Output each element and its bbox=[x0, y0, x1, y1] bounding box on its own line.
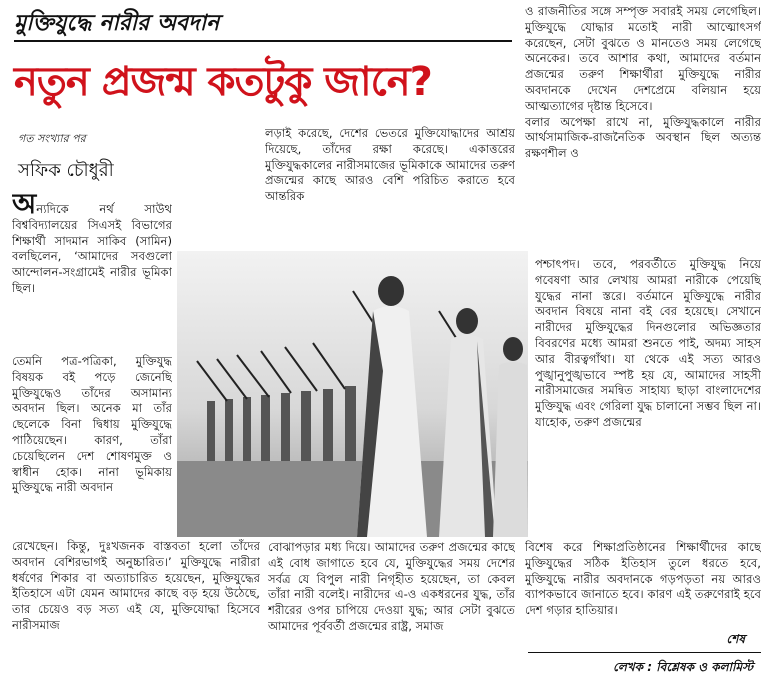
column-1-top bbox=[12, 192, 172, 352]
col3-bottom-text: বিশেষ করে শিক্ষাপ্রতিষ্ঠানের শিক্ষার্থীদের কাছে মুক্তিযুদ্ধের সঠিক ইতিহাস তুলে ধরতে হবে, মুক্তিযুদ্ধে নারীর অবদানকে গড়পড়তা নয় আরও ব্যাপকভাবে জানাতে হবে। কারণ এই তরুণেরাই হবে দেশ গড়ার হাতিয়ার। bbox=[525, 540, 761, 618]
col3-narrow-text: পশ্চাৎপদ। তবে, পরবর্তীতে মুক্তিযুদ্ধ নিয়ে গবেষণা আর লেখায় আমরা নারীকে পেয়েছি যুদ্ধের নানা স্তরে। বর্তমানে মুক্তিযুদ্ধে নারীর অবদান বিষয়ে নানা বই বের হয়েছে। সেখানে নারীদের মুক্তিযুদ্ধের দিনগুলোর অভিজ্ঞতার বিবরণের মধ্যে আমরা শুনতে পাই, অদম্য সাহস আর বীরত্বগাঁথা। যা থেকে এই সত্য আরও পুঙ্খানুপুঙ্খভাবে স্পষ্ট হয় যে, আমাদের সাহসী নারীসমাজের সমন্বিত সাহায্য ছাড়া বাংলাদেশের মুক্তিযুদ্ধ এবং গেরিলা যুদ্ধ চালানো সম্ভব ছিল না। যাহোক, তরুণ প্রজন্মের bbox=[535, 257, 761, 429]
col3-p1-text: ও রাজনীতির সঙ্গে সম্পৃক্ত সবারই সময় লেগেছিল। মুক্তিযুদ্ধে যোদ্ধার মতোই নারী আত্মোৎসর্গ করেছেন, সেটা বুঝতে ও মানতেও সময় লেগেছে অনেকের। তবে আশার কথা, আমাদের বর্তমান প্রজন্মের তরুণ শিক্ষার্থীরা মুক্তিযুদ্ধে নারীর অবদানকে দেখেন দেশপ্রেমে বলিয়ান হয়ে আত্মত্যাগের দৃষ্টান্ত হিসেবে। bbox=[525, 4, 761, 113]
drop-cap: অ bbox=[12, 192, 37, 220]
continuation-note: গত সংখ্যার পর bbox=[18, 132, 86, 145]
column-3-bottom bbox=[525, 540, 761, 632]
author-credit: লেখক : বিশ্লেষক ও কলামিস্ট bbox=[612, 660, 753, 674]
column-1-narrow bbox=[12, 354, 172, 534]
kicker-rule bbox=[14, 40, 512, 42]
article-headline: নতুন প্রজন্ম কতটুকু জানে? bbox=[14, 59, 432, 105]
footer-rule bbox=[528, 652, 761, 653]
article-photo bbox=[177, 251, 528, 537]
col2-bottom-text: বোঝাপড়ার মধ্য দিয়ে। আমাদের তরুণ প্রজন্মের কাছে এই বোধ জাগাতে হবে যে, মুক্তিযুদ্ধের সময় দেশের সর্বত্র যে বিপুল নারী নিগৃহীত হয়েছেন, তা কেবল তাঁরা নারী বলেই। নারীদের এ-ও একধরনের যুদ্ধ, তাঁর শরীরের ওপর চাপিয়ে দেওয়া যুদ্ধ; আর সেটা বুঝতে আমাদের পূর্ববর্তী প্রজন্মের রাষ্ট্র, সমাজ bbox=[268, 540, 515, 633]
col1-narrow-text: তেমনি পত্র-পত্রিকা, মুক্তিযুদ্ধ বিষয়ক বই পড়ে জেনেছি মুক্তিযুদ্ধেও তাঁদের অসামান্য অবদান ছিল। অনেক মা তাঁর ছেলেকে বিনা দ্বিধায় মুক্তিযুদ্ধে পাঠিয়েছেন। কারণ, তাঁরা চেয়েছিলেন দেশ শোষণমুক্ত ও স্বাধীন হোক। নানা ভূমিকায় মুক্তিযুদ্ধে নারী অবদান bbox=[12, 354, 172, 495]
women-fighters-photo bbox=[177, 251, 528, 537]
article-kicker: মুক্তিযুদ্ধে নারীর অবদান bbox=[14, 10, 220, 36]
author-name: সফিক চৌধুরী bbox=[18, 160, 114, 181]
col1-top-text: ন্যদিকে নর্থ সাউথ বিশ্ববিদ্যালয়ের সিএসই বিভাগের শিক্ষার্থী সাদমান সাকিব (সামিন) বলছিলেন, ‘আমাদের সবগুলো আন্দোলন-সংগ্রামেই নারীর ভূমিকা ছিল। bbox=[12, 202, 172, 295]
end-mark: শেষ bbox=[726, 632, 745, 646]
col3-p2-text: বলার অপেক্ষা রাখে না, মুক্তিযুদ্ধকালে নারীর আর্থসামাজিক-রাজনৈতিক অবস্থান ছিল অত্যন্ত রক্ষণশীল ও bbox=[525, 114, 761, 161]
column-2-top bbox=[265, 126, 515, 250]
column-1-bottom bbox=[12, 539, 260, 689]
column-3-narrow bbox=[535, 257, 761, 537]
column-3-top bbox=[525, 4, 761, 254]
column-2-bottom bbox=[268, 540, 515, 690]
col1-bottom-text: রেখেছেন। কিন্তু, দুঃখজনক বাস্তবতা হলো তাঁদের অবদান বেশিরভাগই অনুচ্চারিত।’ মুক্তিযুদ্ধে নারীরা ধর্ষণের শিকার বা অত্যাচারিত হয়েছেন, মুক্তিযুদ্ধের ইতিহাসে এটা যেমন আমাদের কাছে বড় হয়ে উঠেছে, তার চেয়েও বড় সত্য এই যে, মুক্তিযোদ্ধা হিসেবে নারীসমাজ bbox=[12, 539, 260, 632]
col2-top-text: লড়াই করেছে, দেশের ভেতরে মুক্তিযোদ্ধাদের আশ্রয় দিয়েছে, তাঁদের রক্ষা করেছে। একাত্তরের মুক্তিযুদ্ধকালের নারীসমাজের ভূমিকাকে আমাদের তরুণ প্রজন্মের কাছে আরও বেশি পরিচিত করাতে হবে আন্তরিক bbox=[265, 126, 515, 204]
